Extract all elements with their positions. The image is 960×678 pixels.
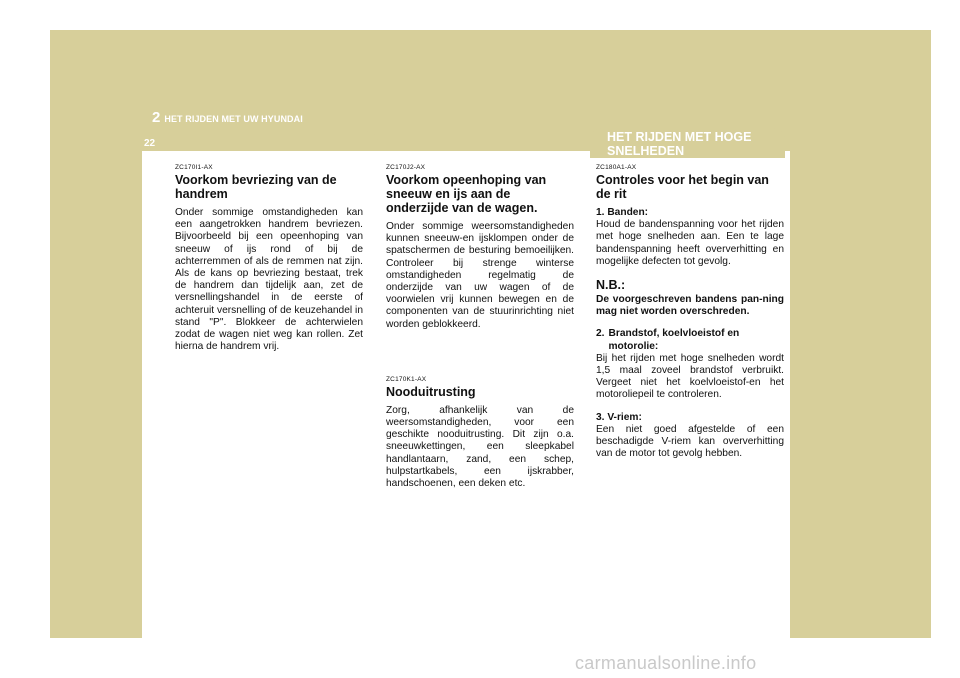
section-code: ZC170K1-AX (386, 375, 427, 383)
chapter-header (152, 109, 303, 126)
chapter-title: HET RIJDEN MET UW HYUNDAI (164, 114, 303, 124)
section-code: ZC170J2-AX (386, 164, 426, 171)
note-label: N.B.: (596, 278, 626, 293)
section-heading: Controles voor het begin van de rit (596, 173, 769, 201)
section-heading: Voorkom opeenhoping van sneeuw en ijs aan de onderzijde van de wagen. (386, 173, 547, 215)
item-body: Houd de bandenspanning voor het rijden met hoge snelheden aan. Een te lage bandenspanning heeft oververhitting en mogelijke defecten tot gevolg. (596, 219, 784, 267)
item-title: 1. Banden: (596, 207, 649, 218)
item-number: 2. (596, 328, 605, 340)
section-code: ZC170I1-AX (175, 164, 213, 171)
section-title: HET RIJDEN MET HOGE SNELHEDEN (607, 130, 752, 158)
section-heading: Nooduitrusting (386, 384, 476, 399)
section-code: ZC180A1-AX (596, 164, 637, 171)
page-number: 22 (144, 138, 156, 149)
item-body: Bij het rijden met hoge snelheden wordt 1,5 maal zoveel brandstof verbruikt. Vergeet niet het koelvloeistof-en het motoroliepeil te controleren. (596, 352, 784, 401)
chapter-number: 2 (152, 109, 161, 126)
column-2 (386, 164, 574, 490)
watermark: carmanualsonline.info (575, 653, 757, 673)
item-title-text: Brandstof, koelvloeistof en motorolie: (608, 328, 740, 352)
section-body: Zorg, afhankelijk van de weersomstandigheden, voor een geschikte nooduitrusting. Dit zijn o.a. sneeuwkettingen, een sleepkabel handlantaarn, zand, een schep, hulpstartkabels, een ijskrabber, handschoenen, een deken etc. (386, 404, 574, 490)
section-body: Onder sommige omstandigheden kan een aangetrokken handrem bevriezen. Bijvoorbeeld bij een opeenhoping van sneeuw of ijs rond of bij de achterremmen of als de remmen nat zijn. Als de kans op bevriezing bestaat, trek de handrem dan tijdelijk aan, zet de versnellingshandel in de eerste of achteruit versnelling of de keuzehandel in stand "P". Blokkeer de achterwielen zodat de wagen niet weg kan rollen. Zet hierna de handrem vrij. (175, 207, 363, 353)
item-title: 3. V-riem: (596, 411, 642, 423)
note-body: De voorgeschreven bandens pan-ning mag niet worden overschreden. (596, 294, 784, 318)
column-1 (175, 164, 363, 353)
section-heading: Voorkom bevriezing van de handrem (175, 173, 337, 201)
item-title (596, 328, 784, 352)
column-3 (596, 164, 784, 460)
item-body: Een niet goed afgestelde of een beschadigde V-riem kan oververhitting van de motor tot gevolg hebben. (596, 423, 784, 460)
section-body: Onder sommige weersomstandigheden kunnen sneeuw-en ijsklompen onder de spatschermen de besturing bemoeilijken. Controleer bij strenge winterse omstandigheden regelmatig de onderzijde van uw wagen of de voorwielen vrij kunnen bewegen en de componenten van de stuurinrichting niet worden geblokkeerd. (386, 221, 574, 330)
